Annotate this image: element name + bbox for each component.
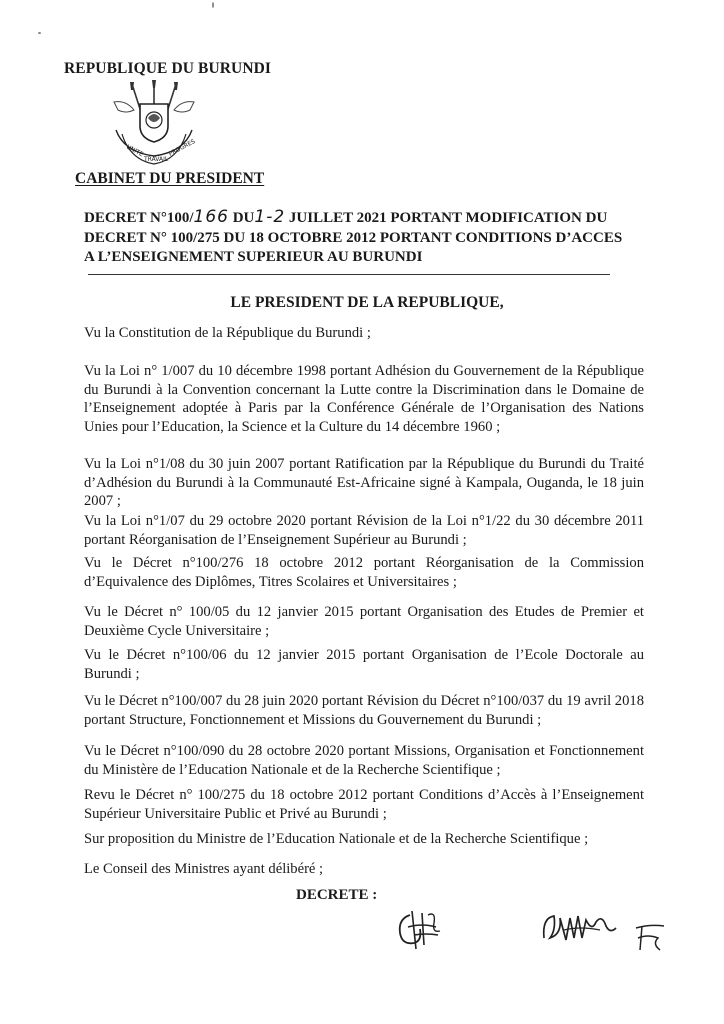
handwritten-paraph xyxy=(632,920,670,956)
handwritten-president-signature xyxy=(540,908,620,948)
title-line1-suffix: JUILLET 2021 PORTANT MODIFICATION DU xyxy=(288,210,608,226)
svg-text:PROGRES: PROGRES xyxy=(167,137,197,158)
scan-mark xyxy=(212,2,214,8)
visa-paragraph: Vu le Décret n°100/090 du 28 octobre 2020 portant Missions, Organisation et Fonctionnement du Ministère de l’Education Nationale et de la Recherche Scientifique ; xyxy=(84,743,644,778)
title-line2: DECRET N° 100/275 DU 18 OCTOBRE 2012 PORTANT CONDITIONS D’ACCES xyxy=(84,229,623,246)
cabinet-heading: CABINET DU PRESIDENT xyxy=(75,170,265,187)
handwritten-decree-day: 1-2 xyxy=(254,207,286,227)
svg-text:UNITE: UNITE xyxy=(125,143,145,159)
decrete-heading: DECRETE : xyxy=(296,887,378,903)
handwritten-initial-signature xyxy=(392,905,444,955)
visa-paragraph: Vu le Décret n° 100/05 du 12 janvier 2015 portant Organisation des Etudes de Premier et Deuxième Cycle Universitaire ; xyxy=(84,604,644,639)
title-divider xyxy=(88,274,610,275)
title-du: DU xyxy=(232,210,255,226)
visa-paragraph: Vu le Décret n°100/06 du 12 janvier 2015 portant Organisation de l’Ecole Doctorale au Burundi ; xyxy=(84,647,644,682)
handwritten-decree-number: 166 xyxy=(193,207,229,227)
title-prefix: DECRET N°100/ xyxy=(84,210,194,226)
scan-mark xyxy=(38,32,41,34)
visa-paragraph: Vu la Loi n°1/07 du 29 octobre 2020 portant Révision de la Loi n°1/22 du 30 décembre 2011 portant Réorganisation de l’Enseignement Supérieur au Burundi ; xyxy=(84,513,644,548)
visa-paragraph: Vu la Loi n°1/08 du 30 juin 2007 portant Ratification par la République du Burundi du Traité d’Adhésion du Burundi à la Communauté Est-Africaine signé à Kampala, Ouganda, le 18 juin 2007 ; xyxy=(84,456,644,509)
visa-paragraph: Vu la Loi n° 1/007 du 10 décembre 1998 portant Adhésion du Gouvernement de la République du Burundi à la Convention concernant la Lutte contre la Discrimination dans le Domaine de l’Enseignement adoptée à Paris par la Conférence Générale de l’Organisation des Nations Unies pour l’Education, la Science et la Culture du 14 décembre 1960 ; xyxy=(84,363,644,435)
president-heading: LE PRESIDENT DE LA REPUBLIQUE, xyxy=(230,294,504,311)
republic-heading: REPUBLIQUE DU BURUNDI xyxy=(64,60,272,77)
visa-paragraph: Vu le Décret n°100/276 18 octobre 2012 portant Réorganisation de la Commission d’Equivalence des Diplômes, Titres Scolaires et Universitaires ; xyxy=(84,555,644,590)
visa-paragraph: Vu la Constitution de la République du Burundi ; xyxy=(84,325,371,341)
svg-text:TRAVAIL: TRAVAIL xyxy=(144,156,169,163)
visa-paragraph: Le Conseil des Ministres ayant délibéré ; xyxy=(84,861,324,877)
title-line3: A L’ENSEIGNEMENT SUPERIEUR AU BURUNDI xyxy=(84,249,423,265)
visa-paragraph: Revu le Décret n° 100/275 du 18 octobre 2012 portant Conditions d’Accès à l’Enseignement Supérieur Universitaire Public et Privé au Burundi ; xyxy=(84,787,644,822)
coat-of-arms-emblem xyxy=(104,80,204,168)
visa-paragraph: Sur proposition du Ministre de l’Education Nationale et de la Recherche Scientifique ; xyxy=(84,831,589,847)
visa-paragraph: Vu le Décret n°100/007 du 28 juin 2020 portant Révision du Décret n°100/037 du 19 avril 2018 portant Structure, Fonctionnement et Missions du Gouvernement du Burundi ; xyxy=(84,693,644,728)
decree-title xyxy=(84,208,649,268)
